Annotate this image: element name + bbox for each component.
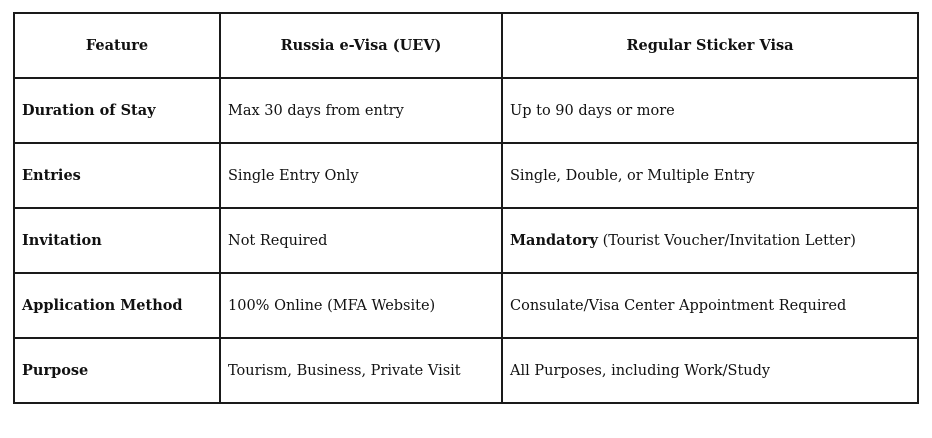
table-row bbox=[14, 208, 918, 273]
table-row bbox=[14, 143, 918, 208]
row-feature: Invitation bbox=[14, 208, 220, 273]
table-row bbox=[14, 338, 918, 403]
row-sticker-value bbox=[502, 208, 918, 273]
sticker-bold-text: Mandatory bbox=[510, 231, 598, 249]
visa-comparison-table bbox=[13, 12, 919, 404]
header-feature: Feature bbox=[14, 13, 220, 78]
header-evisa: Russia e-Visa (UEV) bbox=[220, 13, 502, 78]
sticker-text: Consulate/Visa Center Appointment Required bbox=[510, 297, 847, 314]
table-header-row bbox=[14, 13, 918, 78]
row-sticker-value bbox=[502, 273, 918, 338]
row-evisa-value: Tourism, Business, Private Visit bbox=[220, 338, 502, 403]
row-feature: Purpose bbox=[14, 338, 220, 403]
sticker-text: (Tourist Voucher/Invitation Letter) bbox=[597, 232, 856, 249]
sticker-text: Up to 90 days or more bbox=[510, 102, 675, 119]
row-evisa-value: Not Required bbox=[220, 208, 502, 273]
row-sticker-value bbox=[502, 143, 918, 208]
row-evisa-value: Single Entry Only bbox=[220, 143, 502, 208]
row-sticker-value bbox=[502, 338, 918, 403]
table-row bbox=[14, 273, 918, 338]
row-evisa-value: 100% Online (MFA Website) bbox=[220, 273, 502, 338]
row-evisa-value: Max 30 days from entry bbox=[220, 78, 502, 143]
sticker-text: All Purposes, including Work/Study bbox=[510, 362, 771, 379]
sticker-text: Single, Double, or Multiple Entry bbox=[510, 167, 755, 184]
row-feature: Duration of Stay bbox=[14, 78, 220, 143]
header-sticker-visa: Regular Sticker Visa bbox=[502, 13, 918, 78]
row-sticker-value bbox=[502, 78, 918, 143]
row-feature: Entries bbox=[14, 143, 220, 208]
row-feature: Application Method bbox=[14, 273, 220, 338]
table-row bbox=[14, 78, 918, 143]
